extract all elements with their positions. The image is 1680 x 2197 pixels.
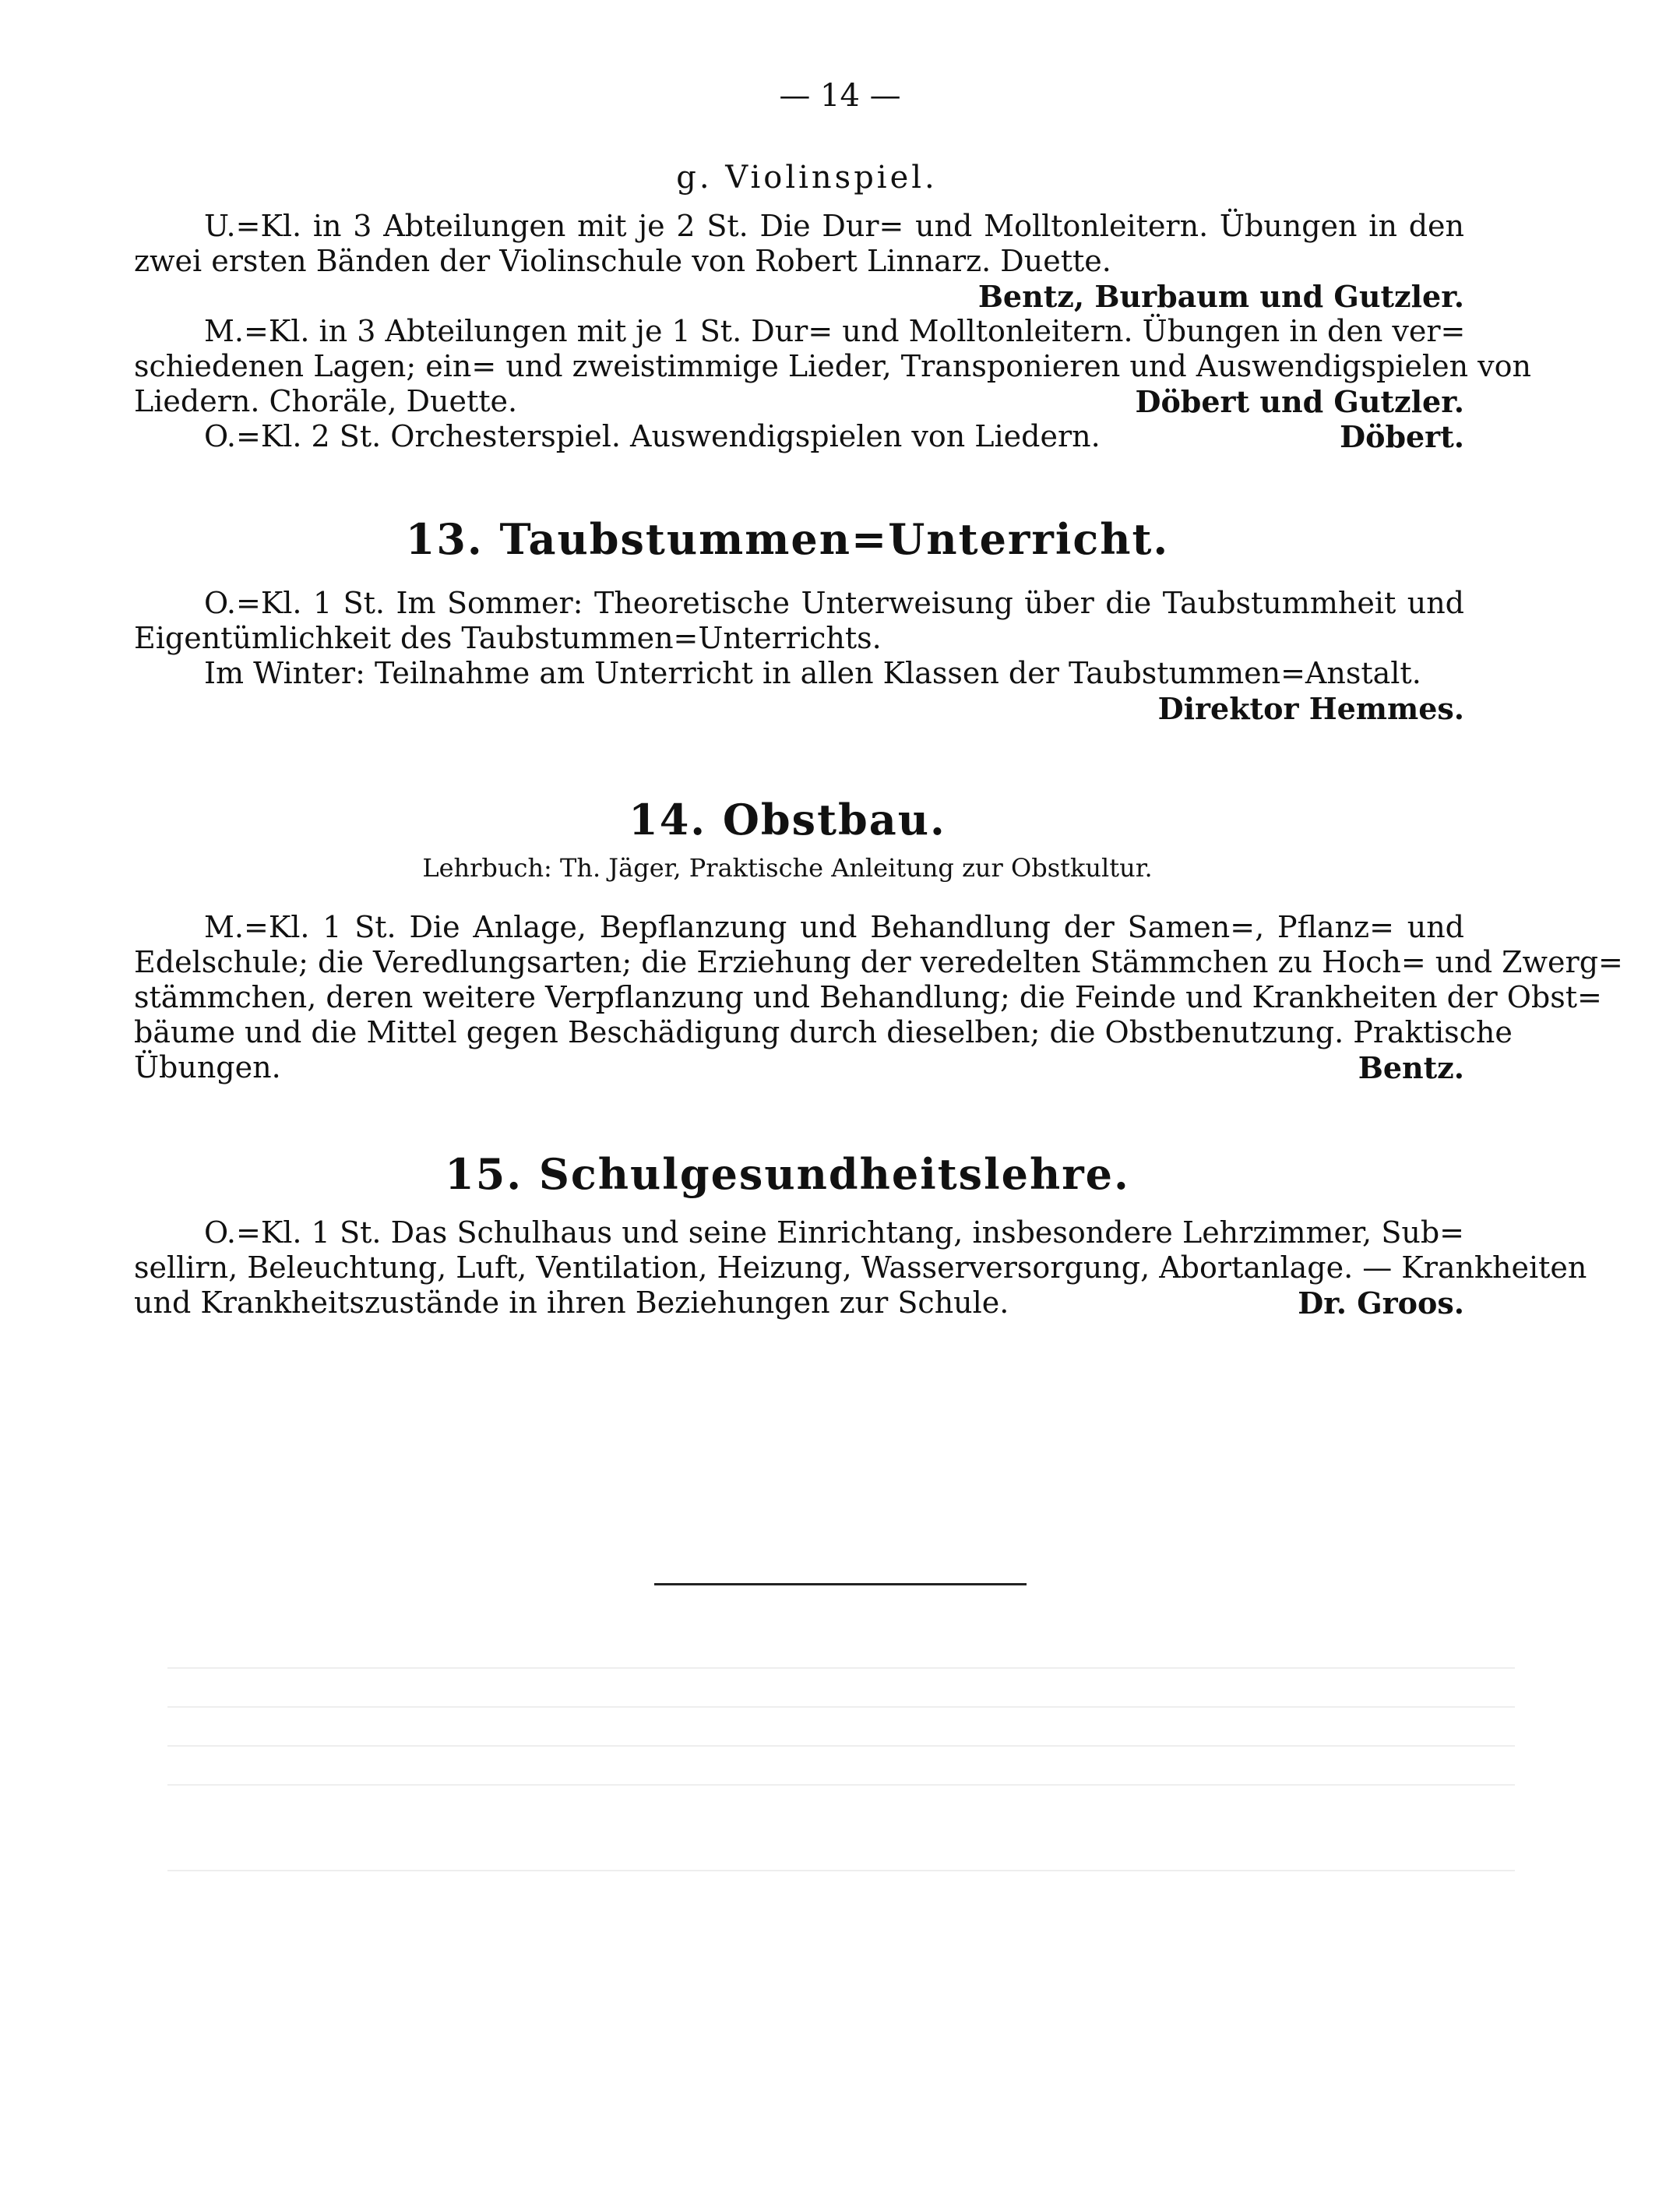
violin-line-3: M.=Kl. in 3 Abteilungen mit je 1 St. Dur= und Molltonleitern. Übungen in den ver= [204,314,1466,348]
bleed-through-line [167,1784,1515,1786]
section-14-line-2: Edelschule; die Veredlungsarten; die Erziehung der veredelten Stämmchen zu Hoch= und Zwerg= [134,945,1623,979]
section-14-line-5: Übungen. [134,1050,281,1084]
section-14-textbook: Lehrbuch: Th. Jäger, Praktische Anleitung zur Obstkultur. [422,853,1153,883]
violin-line-6: O.=Kl. 2 St. Orchesterspiel. Auswendigspielen von Liedern. [204,419,1101,453]
violin-section [204,160,1464,196]
section-14-heading: 14. Obstbau. [629,795,946,845]
bleed-through-line [167,1667,1515,1669]
section-13-line-2: Eigentümlichkeit des Taubstummen=Unterrichts. [134,621,882,655]
section-13-body [134,586,1464,726]
section-14 [204,795,1464,845]
section-15-body [134,1215,1587,1321]
section-14-body [134,910,1623,1085]
page-number: — 14 — [779,78,901,114]
section-14-line-4: bäume und die Mittel gegen Beschädigung durch dieselben; die Obstbenutzung. Praktische [134,1015,1513,1049]
violin-line-5: Liedern. Choräle, Duette. [134,384,518,418]
section-15-line-2: sellirn, Beleuchtung, Luft, Ventilation, Heizung, Wasserversorgung, Abortanlage. — Krankheiten [134,1250,1587,1285]
section-13-teacher: Direktor Hemmes. [1157,691,1464,726]
violin-teachers-1: Bentz, Burbaum und Gutzler. [977,279,1464,314]
section-14-teacher: Bentz. [1358,1050,1464,1085]
section-14-line-3: stämmchen, deren weitere Verpflanzung und Behandlung; die Feinde und Krankheiten der Obst= [134,980,1602,1014]
bleed-through-line [167,1706,1515,1708]
section-13-line-3: Im Winter: Teilnahme am Unterricht in allen Klassen der Taubstummen=Anstalt. [204,656,1421,690]
violin-line-4: schiedenen Lagen; ein= und zweistimmige Lieder, Transponieren und Auswendigspielen von [134,349,1531,383]
section-15-line-1: O.=Kl. 1 St. Das Schulhaus und seine Einrichtang, insbesondere Lehrzimmer, Sub= [204,1215,1464,1250]
section-13 [204,514,1464,564]
section-15 [204,1149,1464,1199]
section-14-line-5-row [134,1050,1464,1085]
section-15-line-3-row [134,1285,1464,1321]
violin-body [134,209,1531,454]
closing-rule [654,1583,1027,1585]
violin-line-2: zwei ersten Bänden der Violinschule von Robert Linnarz. Duette. [134,244,1111,278]
section-15-line-3: und Krankheitszustände in ihren Beziehungen zur Schule. [134,1285,1009,1320]
section-15-teacher: Dr. Groos. [1298,1285,1464,1321]
bleed-through-line [167,1870,1515,1871]
violin-teachers-2: Döbert und Gutzler. [1135,384,1464,419]
violin-line-6-row [204,419,1464,454]
section-13-heading: 13. Taubstummen=Unterricht. [405,514,1170,564]
section-14-line-1: M.=Kl. 1 St. Die Anlage, Bepflanzung und Behandlung der Samen=, Pflanz= und [204,910,1464,944]
violin-teachers-3: Döbert. [1340,419,1464,454]
bleed-through-line [167,1745,1515,1747]
violin-line-5-row [134,384,1464,419]
section-13-line-1: O.=Kl. 1 St. Im Sommer: Theoretische Unterweisung über die Taubstummheit und [204,586,1464,620]
violin-title: g. Violinspiel. [676,160,938,196]
section-14-textbook-wrap [204,853,1464,883]
violin-line-1: U.=Kl. in 3 Abteilungen mit je 2 St. Die Dur= und Molltonleitern. Übungen in den [204,209,1464,243]
section-15-heading: 15. Schulgesundheitslehre. [445,1149,1130,1199]
